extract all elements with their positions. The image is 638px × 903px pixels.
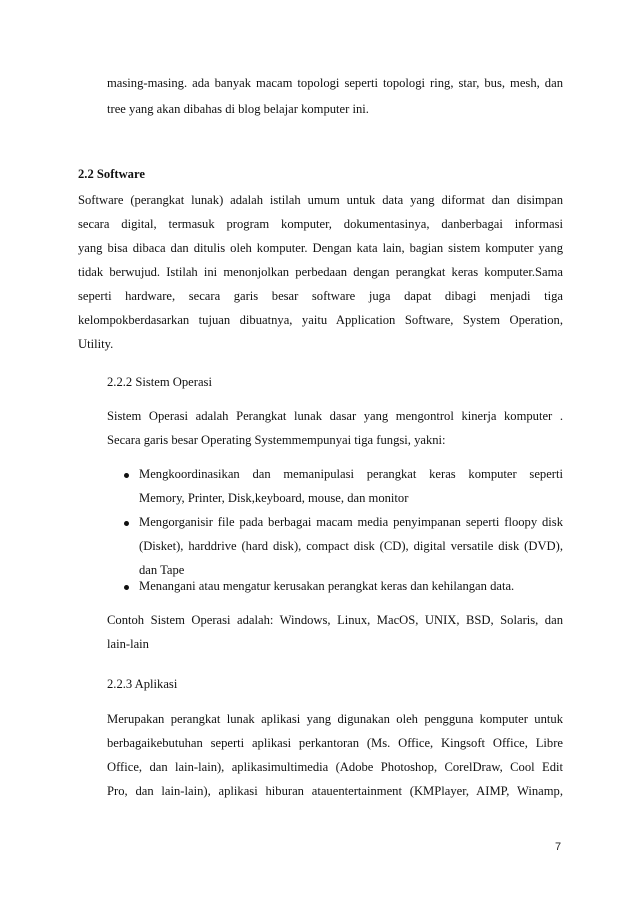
- software-line-2: secara digital, termasuk program komputer, dokumentasinya, danberbagai informasi: [78, 217, 563, 231]
- bullet-1-line-1: Mengkoordinasikan dan memanipulasi perangkat keras komputer seperti: [139, 467, 563, 481]
- intro-line-2: tree yang akan dibahas di blog belajar komputer ini.: [107, 102, 369, 116]
- os-line-1: Sistem Operasi adalah Perangkat lunak dasar yang mengontrol kinerja komputer .: [107, 409, 563, 423]
- software-line-6: kelompokberdasarkan tujuan dibuatnya, yaitu Application Software, System Operation,: [78, 313, 563, 327]
- app-line-2: berbagaikebutuhan seperti aplikasi perkantoran (Ms. Office, Kingsoft Office, Libre: [107, 736, 563, 750]
- intro-line-1: masing-masing. ada banyak macam topologi seperti topologi ring, star, bus, mesh, dan: [107, 76, 563, 90]
- bullet-1-line-2: Memory, Printer, Disk,keyboard, mouse, dan monitor: [139, 491, 409, 505]
- bullet-dot-2: [124, 521, 129, 526]
- software-line-1: Software (perangkat lunak) adalah istilah umum untuk data yang diformat dan disimpan: [78, 193, 563, 207]
- software-line-3: yang bisa dibaca dan ditulis oleh komputer. Dengan kata lain, bagian sistem komputer yang: [78, 241, 563, 255]
- os-line-2: Secara garis besar Operating Systemmempunyai tiga fungsi, yakni:: [107, 433, 446, 447]
- os-example-line-2: lain-lain: [107, 637, 149, 651]
- bullet-dot-1: [124, 473, 129, 478]
- bullet-3-line-1: Menangani atau mengatur kerusakan perangkat keras dan kehilangan data.: [139, 579, 515, 593]
- section-heading-aplikasi: 2.2.3 Aplikasi: [107, 677, 178, 691]
- bullet-2-line-1: Mengorganisir file pada berbagai macam media penyimpanan seperti floopy disk: [139, 515, 563, 529]
- bullet-2-line-2: (Disket), harddrive (hard disk), compact disk (CD), digital versatile disk (DVD),: [139, 539, 563, 553]
- software-line-5: seperti hardware, secara garis besar software juga dapat dibagi menjadi tiga: [78, 289, 563, 303]
- software-line-7: Utility.: [78, 337, 114, 351]
- section-heading-sistem-operasi: 2.2.2 Sistem Operasi: [107, 375, 212, 389]
- section-heading-software: 2.2 Software: [78, 167, 145, 181]
- page-number: 7: [555, 841, 562, 853]
- app-line-4: Pro, dan lain-lain), aplikasi hiburan atauentertainment (KMPlayer, AIMP, Winamp,: [107, 784, 563, 798]
- bullet-2-line-3: dan Tape: [139, 563, 185, 577]
- os-example-line-1: Contoh Sistem Operasi adalah: Windows, Linux, MacOS, UNIX, BSD, Solaris, dan: [107, 613, 563, 627]
- app-line-1: Merupakan perangkat lunak aplikasi yang digunakan oleh pengguna komputer untuk: [107, 712, 563, 726]
- software-line-4: tidak berwujud. Istilah ini menonjolkan perbedaan dengan perangkat keras komputer.Sama: [78, 265, 563, 279]
- app-line-3: Office, dan lain-lain), aplikasimultimedia (Adobe Photoshop, CorelDraw, Cool Edit: [107, 760, 563, 774]
- bullet-dot-3: [124, 585, 129, 590]
